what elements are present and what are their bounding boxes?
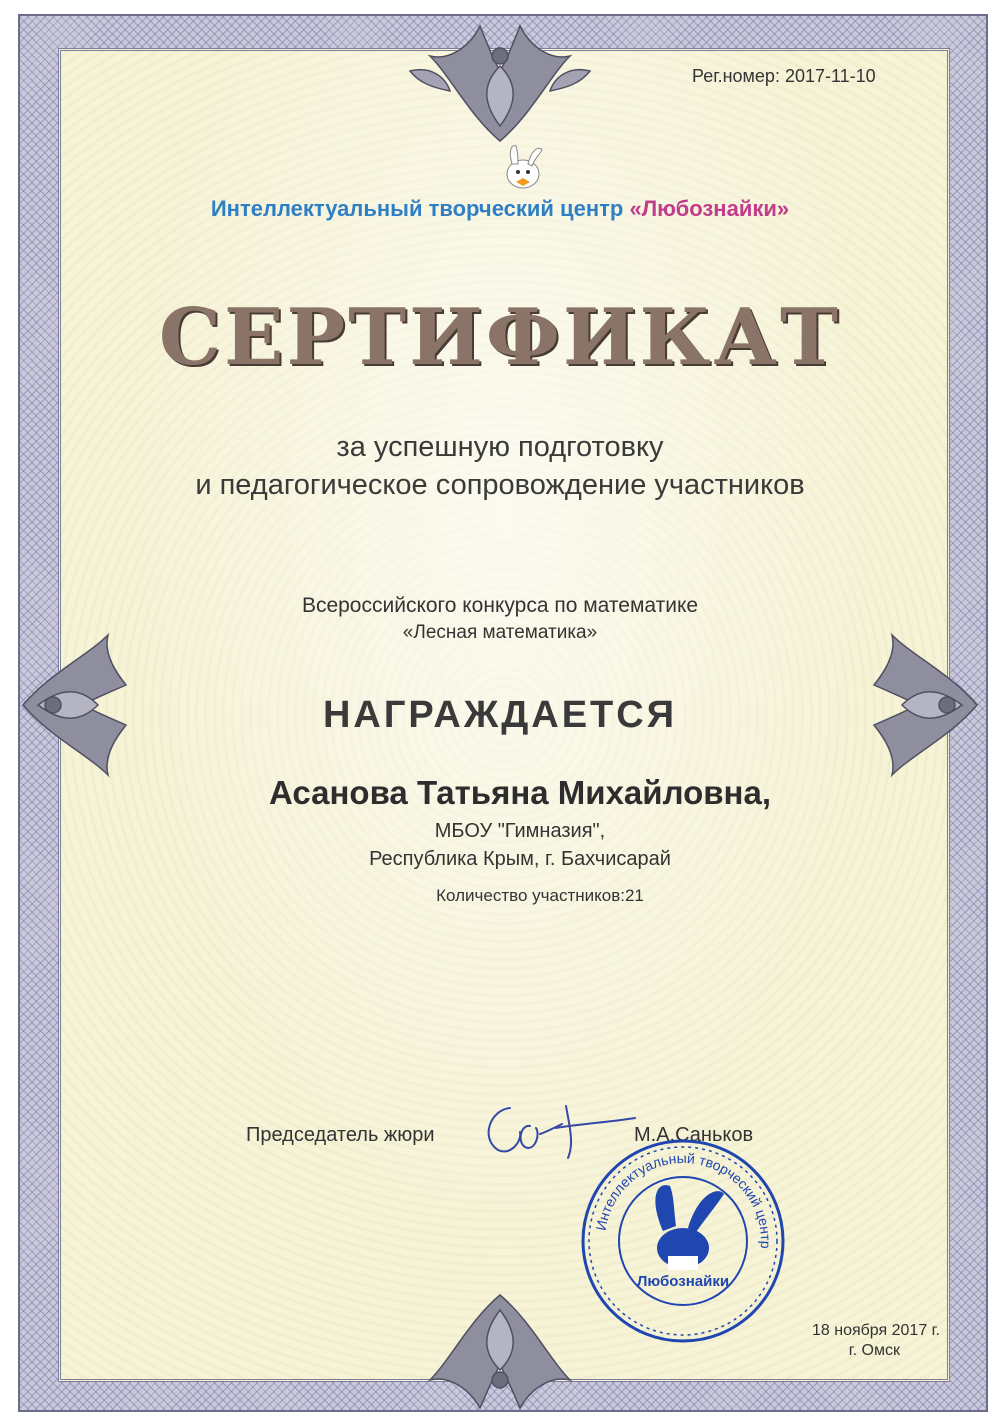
issue-date: 18 ноября 2017 г. bbox=[812, 1322, 940, 1339]
bottom-ornament-icon bbox=[390, 1290, 610, 1410]
recipient-school: МБОУ "Гимназия", bbox=[434, 820, 606, 842]
purpose-line-2: и педагогическое сопровождение участников bbox=[195, 469, 805, 501]
purpose-text bbox=[120, 428, 880, 504]
organizer-prefix: Интеллектуальный творческий центр bbox=[210, 196, 624, 221]
jury-label: Председатель жюри bbox=[246, 1124, 435, 1146]
participants-count: Количество участников:21 bbox=[436, 886, 644, 905]
bunny-logo-icon bbox=[498, 142, 548, 194]
stamp-ring-text: Интеллектуальный творческий центр bbox=[592, 1149, 775, 1250]
top-ornament-icon bbox=[390, 16, 610, 146]
awarded-heading: НАГРАЖДАЕТСЯ bbox=[322, 694, 678, 736]
recipient-region: Республика Крым, г. Бахчисарай bbox=[369, 848, 671, 870]
jury-name: М.А.Саньков bbox=[634, 1124, 754, 1146]
organizer-name: «Любознайки» bbox=[629, 196, 790, 221]
purpose-line-1: за успешную подготовку bbox=[336, 431, 664, 463]
registration-number: Рег.номер: 2017-11-10 bbox=[692, 66, 876, 86]
organizer-line bbox=[150, 196, 850, 222]
official-stamp bbox=[578, 1136, 788, 1346]
stamp-center-text: Любознайки bbox=[636, 1273, 730, 1290]
issue-city: г. Омск bbox=[848, 1342, 900, 1359]
contest-line-2: «Лесная математика» bbox=[402, 622, 598, 643]
left-ornament-icon bbox=[18, 600, 128, 810]
certificate-title: СЕРТИФИКАТ bbox=[158, 292, 842, 383]
recipient-name: Асанова Татьяна Михайловна, bbox=[268, 774, 771, 811]
contest-line-1: Всероссийского конкурса по математике bbox=[301, 594, 699, 617]
